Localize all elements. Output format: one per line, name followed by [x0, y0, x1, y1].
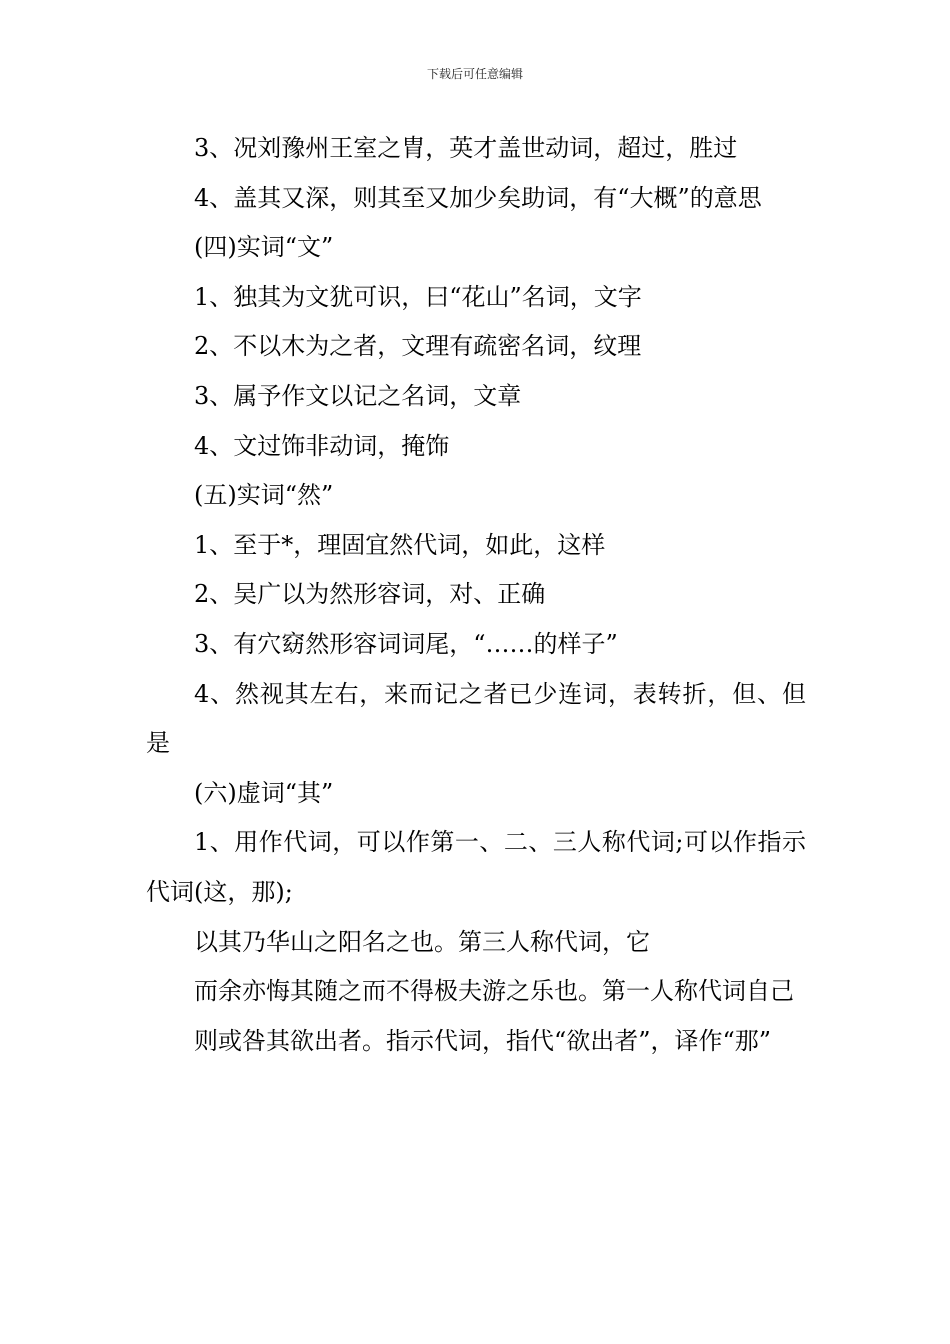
- paragraph: 则或咎其欲出者。指示代词，指代“欲出者”，译作“那”: [194, 1026, 772, 1055]
- paragraph: 4、文过饰非动词，掩饰: [194, 431, 450, 460]
- page-header-note: 下载后可任意编辑: [426, 67, 523, 81]
- paragraph: 4、盖其又深，则其至又加少矣助词，有“大概”的意思: [194, 183, 762, 212]
- paragraph: 3、况刘豫州王室之胄，英才盖世动词，超过，胜过: [194, 134, 738, 162]
- paragraph: 3、属予作文以记之名词，文章: [194, 381, 522, 410]
- paragraph: 4、然视其左右，来而记之者已少连词，表转折，但、但是: [146, 679, 806, 758]
- paragraph: 1、独其为文犹可识，曰“花山”名词，文字: [194, 282, 642, 311]
- section-heading: (五)实词“然”: [194, 481, 334, 510]
- document-body: [146, 124, 806, 1066]
- paragraph: 2、不以木为之者，文理有疏密名词，纹理: [194, 332, 642, 361]
- section-heading: (四)实词“文”: [194, 233, 334, 262]
- paragraph: 3、有穴窈然形容词词尾，“……的样子”: [194, 629, 618, 658]
- paragraph: 1、用作代词，可以作第一、二、三人称代词;可以作指示代词(这，那);: [146, 828, 806, 906]
- section-heading: (六)虚词“其”: [194, 778, 334, 807]
- paragraph: 而余亦悔其随之而不得极夫游之乐也。第一人称代词自己: [194, 977, 794, 1006]
- paragraph: 2、吴广以为然形容词，对、正确: [194, 580, 546, 609]
- paragraph: 以其乃华山之阳名之也。第三人称代词，它: [194, 927, 650, 956]
- paragraph: 1、至于*，理固宜然代词，如此，这样: [194, 530, 606, 559]
